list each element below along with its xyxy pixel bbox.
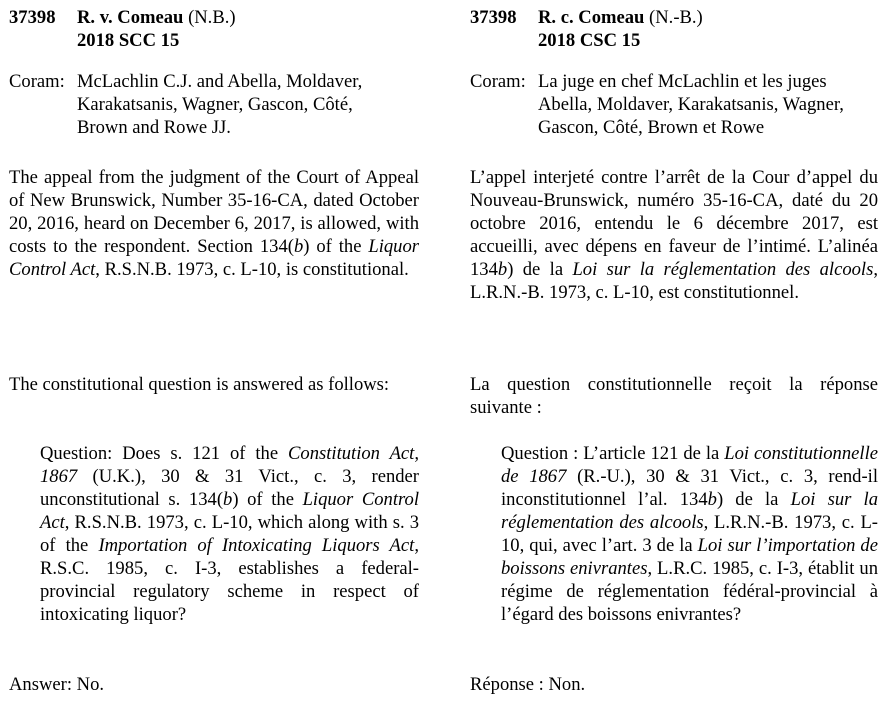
case-name: R. c. Comeau — [538, 7, 645, 28]
case-name: R. v. Comeau — [77, 7, 184, 28]
coram-line: Abella, Moldaver, Karakatsanis, Wagner, — [538, 94, 844, 115]
coram-line: La juge en chef McLachlin et les juges — [538, 71, 827, 92]
case-province: (N.-B.) — [649, 7, 703, 28]
coram-line: Gascon, Côté, Brown et Rowe — [538, 117, 765, 138]
judgment-paragraph: The appeal from the judgment of the Court of Appeal of New Brunswick, Number 35-16-CA, dated October 20, 2016, heard on December 6, 2017, is allowed, with costs to the respondent. Section 134(b) of the Liquor Control Act, R.S.N.B. 1973, c. L-10, is constitutional. — [9, 167, 420, 280]
coram-judges — [77, 70, 419, 139]
question-intro: La question constitutionnelle reçoit la réponse suivante : — [470, 374, 878, 418]
coram-line: Karakatsanis, Wagner, Gascon, Côté, — [77, 94, 353, 115]
coram-label: Coram: — [9, 71, 65, 92]
case-title — [538, 6, 888, 52]
case-number: 37398 — [470, 7, 517, 28]
coram-line: Brown and Rowe JJ. — [77, 117, 231, 138]
case-province: (N.B.) — [188, 7, 236, 28]
answer: Answer: No. — [9, 674, 105, 695]
case-number: 37398 — [9, 7, 56, 28]
question-intro: The constitutional question is answered as follows: — [9, 374, 390, 395]
coram-line: McLachlin C.J. and Abella, Moldaver, — [77, 71, 363, 92]
case-title — [77, 6, 427, 52]
constitutional-question: Question : L’article 121 de la Loi constitutionnelle de 1867 (R.-U.), 30 & 31 Vict., c. 3, rend-il inconstitutionnel l’al. 134b) de la Loi sur la réglementation des alcools, L.R.N.-B. 1973, c. L-10, qui, avec l’art. 3 de la Loi sur l’importation de boissons enivrantes, L.R.C. 1985, c. I-3, établit un régime de réglementation fédéral-provincial à l’égard des boissons enivrantes? — [501, 443, 879, 625]
case-citation: 2018 CSC 15 — [538, 30, 641, 51]
answer: Réponse : Non. — [470, 674, 586, 695]
coram-judges — [538, 70, 878, 139]
constitutional-question: Question: Does s. 121 of the Constitution Act, 1867 (U.K.), 30 & 31 Vict., c. 3, render unconstitutional s. 134(b) of the Liquor Control Act, R.S.N.B. 1973, c. L-10, which along with s. 3 of the Importation of Intoxicating Liquors Act, R.S.C. 1985, c. I-3, establishes a federal-provincial regulatory scheme in respect of intoxicating liquor? — [40, 443, 419, 625]
judgment-paragraph: L’appel interjeté contre l’arrêt de la Cour d’appel du Nouveau-Brunswick, numéro 35-16-CA, daté du 20 octobre 2016, entendu le 6 décembre 2017, est accueilli, avec dépens en faveur de l’intimé. L’alinéa 134b) de la Loi sur la réglementation des alcools, L.R.N.-B. 1973, c. L-10, est constitutionnel. — [470, 167, 878, 303]
case-citation: 2018 SCC 15 — [77, 30, 180, 51]
coram-label: Coram: — [470, 71, 526, 92]
